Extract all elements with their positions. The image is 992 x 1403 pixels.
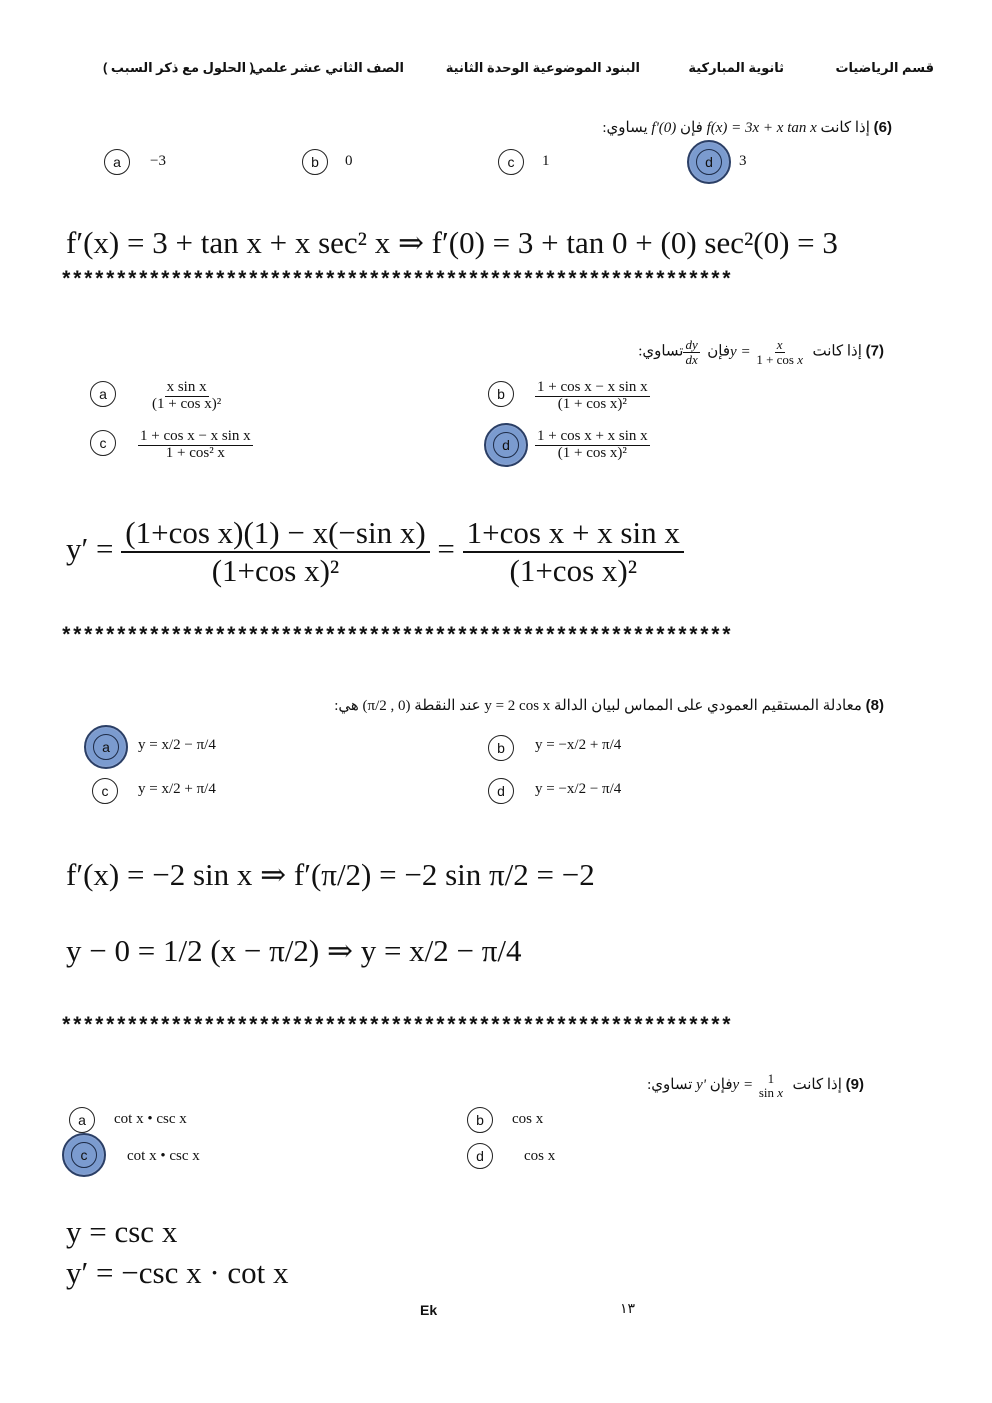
- q9-option-d-badge[interactable]: d: [467, 1143, 493, 1169]
- q9-solution-line-1: y = csc x: [66, 1214, 178, 1249]
- q6-if: إذا كانت: [820, 120, 870, 136]
- q8-option-d-badge[interactable]: d: [488, 778, 514, 804]
- q9-option-a-badge[interactable]: a: [69, 1107, 95, 1133]
- q6-question: [602, 118, 892, 137]
- footer-author: Ek: [420, 1302, 438, 1318]
- q6-ask: f'(0): [651, 120, 677, 136]
- q8-solution-line-2: y − 0 = 1/2 (x − π/2) ⇒ y = x/2 − π/4: [66, 933, 522, 968]
- q7-if: إذا كانت: [812, 343, 862, 360]
- q6-option-b-badge[interactable]: b: [302, 149, 328, 175]
- q9-option-a-value: cot x • csc x: [114, 1111, 187, 1127]
- q7-option-b-value: $\frac{\text{1 + cos x − x sin x}}{\text{(1 + cos x)²}}$: [537, 379, 648, 412]
- q6-number: (6): [873, 119, 892, 136]
- q6-equals: يساوي:: [602, 120, 648, 136]
- q7-question: [638, 338, 884, 366]
- q7-option-c-value: $\frac{\text{1 + cos x − x sin x}}{\text{1 + cos² x}}$: [140, 428, 251, 461]
- q9-number: (9): [845, 1076, 864, 1094]
- q9-option-b-value: cos x: [512, 1111, 544, 1127]
- q7-solution: y′ = $\frac{\text{(1+cos x)(1) − x(−sin x)}}{\text{(1+cos x)²}}$ = $\frac{\text{1+cos x + x sin x}}{\text{(1+cos x)²}}$: [66, 515, 684, 588]
- separator-3: *************************************************************: [60, 1016, 732, 1039]
- q8-option-a-value: y = x/2 − π/4: [138, 737, 216, 753]
- q6-option-b-value: 0: [345, 153, 353, 169]
- q9-option-d-value: cos x: [524, 1148, 556, 1164]
- q9-option-c-value: cot x • csc x: [127, 1148, 200, 1164]
- q8-solution-line-1: f′(x) = −2 sin x ⇒ f′(π/2) = −2 sin π/2 = −2: [66, 857, 595, 892]
- q7-option-a-badge[interactable]: a: [90, 381, 116, 407]
- q7-number: (7): [865, 342, 884, 360]
- q7-equals: تساوي:: [638, 343, 684, 360]
- q8-question: [334, 696, 884, 715]
- q9-question: [647, 1072, 864, 1099]
- q6-option-d-value: 3: [739, 153, 747, 169]
- q7-function: y = $\frac{x}{\text{1 + cos x}}$: [730, 337, 804, 367]
- q8-option-a-badge-selected[interactable]: a: [84, 725, 128, 769]
- separator-2: *************************************************************: [60, 626, 732, 649]
- q9-equals: تساوي:: [647, 1077, 693, 1094]
- q6-option-a-badge[interactable]: a: [104, 149, 130, 175]
- q9-then: فإن: [709, 1077, 733, 1094]
- q9-ask: y': [696, 1077, 707, 1094]
- separator-1: *************************************************************: [60, 270, 732, 293]
- q8-text: معادلة المستقيم العمودي على المماس لبيان الدالة y = 2 cos x عند النقطة (π/2 , 0) هي:: [334, 698, 862, 714]
- header-note: ( الحلول مع ذكر السبب ): [102, 60, 254, 75]
- q7-option-a-value: $\frac{\text{x sin x}}{\text{(1 + cos x)²}}$: [152, 379, 222, 412]
- header-department: قسم الرياضيات: [835, 60, 934, 75]
- q8-option-c-value: y = x/2 + π/4: [138, 781, 216, 797]
- q9-option-c-badge-selected[interactable]: c: [62, 1133, 106, 1177]
- q8-option-b-badge[interactable]: b: [488, 735, 514, 761]
- q9-function: y = 1 sin x: [732, 1071, 784, 1100]
- q6-option-c-value: 1: [542, 153, 550, 169]
- header-school: ثانوية المباركية: [688, 60, 784, 75]
- header-grade: الصف الثاني عشر علمي: [251, 60, 404, 75]
- q9-option-b-badge[interactable]: b: [467, 1107, 493, 1133]
- header-unit: البنود الموضوعية الوحدة الثانية: [445, 60, 640, 75]
- q6-function: f(x) = 3x + x tan x: [706, 120, 817, 136]
- q7-option-c-badge[interactable]: c: [90, 430, 116, 456]
- q8-option-b-value: y = −x/2 + π/4: [535, 737, 622, 753]
- footer-page-number: ١٣: [620, 1300, 636, 1316]
- q7-ask: $\frac{dy}{dx}$: [685, 337, 698, 367]
- q8-option-c-badge[interactable]: c: [92, 778, 118, 804]
- q9-if: إذا كانت: [792, 1077, 842, 1094]
- q7-then: فإن: [707, 343, 731, 360]
- q9-solution-line-2: y′ = −csc x · cot x: [66, 1255, 289, 1290]
- q6-then: فإن: [680, 120, 703, 136]
- q6-solution: f′(x) = 3 + tan x + x sec² x ⇒ f′(0) = 3 + tan 0 + (0) sec²(0) = 3: [66, 225, 838, 260]
- q6-option-c-badge[interactable]: c: [498, 149, 524, 175]
- q6-option-a-value: −3: [150, 153, 166, 169]
- q7-option-b-badge[interactable]: b: [488, 381, 514, 407]
- q8-option-d-value: y = −x/2 − π/4: [535, 781, 622, 797]
- q8-number: (8): [865, 697, 884, 714]
- q7-option-d-value: $\frac{\text{1 + cos x + x sin x}}{\text{(1 + cos x)²}}$: [537, 428, 648, 461]
- q7-option-d-badge-selected[interactable]: d: [484, 423, 528, 467]
- q6-option-d-badge-selected[interactable]: d: [687, 140, 731, 184]
